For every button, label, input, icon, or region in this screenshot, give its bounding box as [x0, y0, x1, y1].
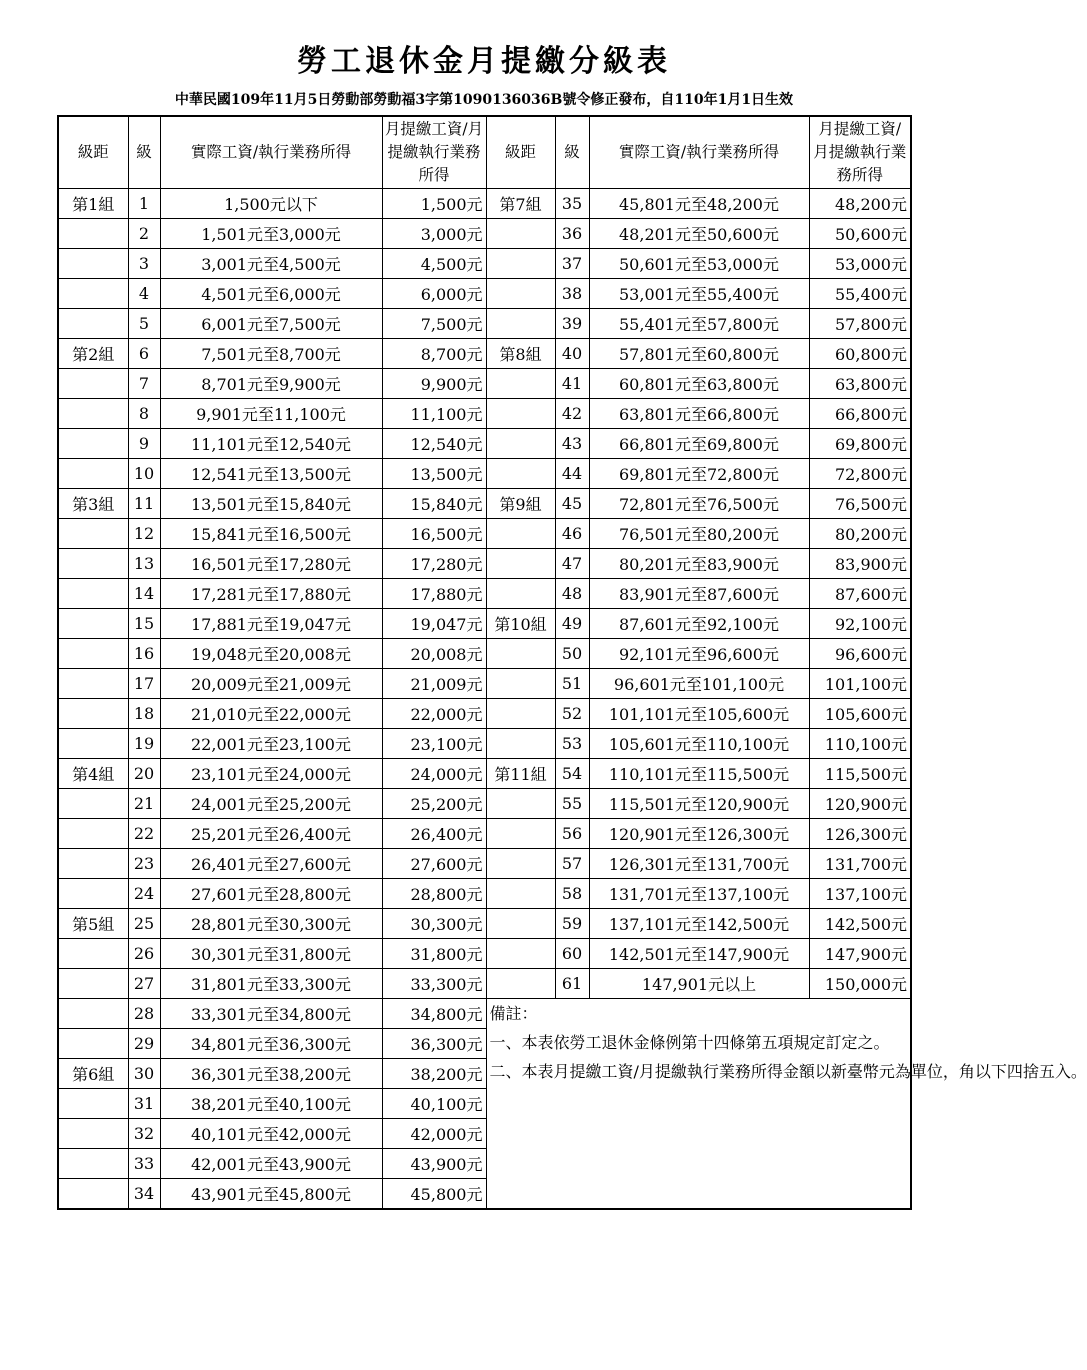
- table-row: [58, 999, 911, 1029]
- header-range: 實際工資/執行業務所得: [160, 116, 382, 189]
- amount-cell: 17,880元: [382, 579, 486, 609]
- range-cell: 40,101元至42,000元: [160, 1119, 382, 1149]
- table-row: [58, 789, 911, 819]
- level-cell: 33: [128, 1149, 160, 1179]
- range-cell: 55,401元至57,800元: [589, 309, 809, 339]
- level-cell: 48: [555, 579, 589, 609]
- group-cell: [486, 459, 555, 489]
- group-cell: [486, 399, 555, 429]
- table-row: [58, 969, 911, 999]
- level-cell: 13: [128, 549, 160, 579]
- group-cell: [58, 609, 128, 639]
- group-cell: [486, 699, 555, 729]
- level-cell: 44: [555, 459, 589, 489]
- group-cell: 第5組: [58, 909, 128, 939]
- level-cell: 16: [128, 639, 160, 669]
- table-row: [58, 279, 911, 309]
- range-cell: 20,009元至21,009元: [160, 669, 382, 699]
- amount-cell: 6,000元: [382, 279, 486, 309]
- group-cell: [486, 369, 555, 399]
- range-cell: 27,601元至28,800元: [160, 879, 382, 909]
- group-cell: [58, 1149, 128, 1179]
- group-cell: [58, 699, 128, 729]
- level-cell: 43: [555, 429, 589, 459]
- table-row: [58, 519, 911, 549]
- amount-cell: 66,800元: [809, 399, 911, 429]
- range-cell: 110,101元至115,500元: [589, 759, 809, 789]
- range-cell: 36,301元至38,200元: [160, 1059, 382, 1089]
- level-cell: 51: [555, 669, 589, 699]
- range-cell: 17,281元至17,880元: [160, 579, 382, 609]
- amount-cell: 16,500元: [382, 519, 486, 549]
- group-cell: [486, 879, 555, 909]
- level-cell: 38: [555, 279, 589, 309]
- group-cell: [486, 279, 555, 309]
- level-cell: 28: [128, 999, 160, 1029]
- header-level: 級: [555, 116, 589, 189]
- amount-cell: 63,800元: [809, 369, 911, 399]
- range-cell: 63,801元至66,800元: [589, 399, 809, 429]
- level-cell: 31: [128, 1089, 160, 1119]
- group-cell: [486, 519, 555, 549]
- table-row: [58, 729, 911, 759]
- table-row: [58, 189, 911, 219]
- table-row: [58, 219, 911, 249]
- range-cell: 43,901元至45,800元: [160, 1179, 382, 1209]
- range-cell: 69,801元至72,800元: [589, 459, 809, 489]
- range-cell: 1,501元至3,000元: [160, 219, 382, 249]
- amount-cell: 19,047元: [382, 609, 486, 639]
- range-cell: 12,541元至13,500元: [160, 459, 382, 489]
- amount-cell: 96,600元: [809, 639, 911, 669]
- table-row: [58, 249, 911, 279]
- group-cell: 第1組: [58, 189, 128, 219]
- level-cell: 47: [555, 549, 589, 579]
- amount-cell: 31,800元: [382, 939, 486, 969]
- range-cell: 16,501元至17,280元: [160, 549, 382, 579]
- level-cell: 61: [555, 969, 589, 999]
- level-cell: 25: [128, 909, 160, 939]
- amount-cell: 21,009元: [382, 669, 486, 699]
- level-cell: 8: [128, 399, 160, 429]
- group-cell: 第2組: [58, 339, 128, 369]
- group-cell: [58, 1119, 128, 1149]
- contribution-grade-table: [57, 115, 1087, 1210]
- note-item: 二、本表月提繳工資/月提繳執行業務所得金額以新臺幣元為單位，角以下四捨五入。: [489, 1062, 1087, 1081]
- amount-cell: 80,200元: [809, 519, 911, 549]
- group-cell: [58, 399, 128, 429]
- header-level: 級: [128, 116, 160, 189]
- range-cell: 92,101元至96,600元: [589, 639, 809, 669]
- group-cell: [58, 219, 128, 249]
- amount-cell: 28,800元: [382, 879, 486, 909]
- level-cell: 45: [555, 489, 589, 519]
- amount-cell: 15,840元: [382, 489, 486, 519]
- table-row: [58, 639, 911, 669]
- range-cell: 80,201元至83,900元: [589, 549, 809, 579]
- amount-cell: 33,300元: [382, 969, 486, 999]
- level-cell: 30: [128, 1059, 160, 1089]
- amount-cell: 27,600元: [382, 849, 486, 879]
- level-cell: 15: [128, 609, 160, 639]
- amount-cell: 50,600元: [809, 219, 911, 249]
- level-cell: 49: [555, 609, 589, 639]
- group-cell: [486, 969, 555, 999]
- amount-cell: 12,540元: [382, 429, 486, 459]
- group-cell: [58, 1029, 128, 1059]
- notes-box: [486, 999, 1087, 1209]
- group-cell: [486, 849, 555, 879]
- amount-cell: 3,000元: [382, 219, 486, 249]
- range-cell: 87,601元至92,100元: [589, 609, 809, 639]
- amount-cell: 57,800元: [809, 309, 911, 339]
- amount-cell: 20,008元: [382, 639, 486, 669]
- level-cell: 21: [128, 789, 160, 819]
- range-cell: 147,901元以上: [589, 969, 809, 999]
- range-cell: 72,801元至76,500元: [589, 489, 809, 519]
- group-cell: 第10組: [486, 609, 555, 639]
- range-cell: 60,801元至63,800元: [589, 369, 809, 399]
- amount-cell: 17,280元: [382, 549, 486, 579]
- range-cell: 22,001元至23,100元: [160, 729, 382, 759]
- level-cell: 32: [128, 1119, 160, 1149]
- table-row: [58, 339, 911, 369]
- level-cell: 36: [555, 219, 589, 249]
- range-cell: 53,001元至55,400元: [589, 279, 809, 309]
- amount-cell: 42,000元: [382, 1119, 486, 1149]
- group-cell: 第4組: [58, 759, 128, 789]
- header-group: 級距: [486, 116, 555, 189]
- level-cell: 19: [128, 729, 160, 759]
- level-cell: 1: [128, 189, 160, 219]
- amount-cell: 115,500元: [809, 759, 911, 789]
- group-cell: 第8組: [486, 339, 555, 369]
- range-cell: 38,201元至40,100元: [160, 1089, 382, 1119]
- amount-cell: 1,500元: [382, 189, 486, 219]
- notes-heading: 備註：: [489, 1004, 538, 1023]
- header-amount: 月提繳工資/月提繳執行業務所得: [382, 116, 486, 189]
- amount-cell: 142,500元: [809, 909, 911, 939]
- amount-cell: 72,800元: [809, 459, 911, 489]
- table-row: [58, 939, 911, 969]
- amount-cell: 76,500元: [809, 489, 911, 519]
- level-cell: 2: [128, 219, 160, 249]
- amount-cell: 53,000元: [809, 249, 911, 279]
- range-cell: 142,501元至147,900元: [589, 939, 809, 969]
- range-cell: 131,701元至137,100元: [589, 879, 809, 909]
- range-cell: 23,101元至24,000元: [160, 759, 382, 789]
- level-cell: 12: [128, 519, 160, 549]
- level-cell: 10: [128, 459, 160, 489]
- group-cell: [58, 729, 128, 759]
- level-cell: 60: [555, 939, 589, 969]
- group-cell: [486, 729, 555, 759]
- amount-cell: 147,900元: [809, 939, 911, 969]
- level-cell: 39: [555, 309, 589, 339]
- level-cell: 46: [555, 519, 589, 549]
- group-cell: [58, 789, 128, 819]
- group-cell: [58, 849, 128, 879]
- amount-cell: 110,100元: [809, 729, 911, 759]
- level-cell: 54: [555, 759, 589, 789]
- table-row: [58, 309, 911, 339]
- amount-cell: 34,800元: [382, 999, 486, 1029]
- group-cell: 第7組: [486, 189, 555, 219]
- amount-cell: 60,800元: [809, 339, 911, 369]
- range-cell: 21,010元至22,000元: [160, 699, 382, 729]
- level-cell: 27: [128, 969, 160, 999]
- table-row: [58, 549, 911, 579]
- group-cell: [58, 309, 128, 339]
- amount-cell: 105,600元: [809, 699, 911, 729]
- range-cell: 11,101元至12,540元: [160, 429, 382, 459]
- range-cell: 9,901元至11,100元: [160, 399, 382, 429]
- level-cell: 5: [128, 309, 160, 339]
- level-cell: 37: [555, 249, 589, 279]
- amount-cell: 43,900元: [382, 1149, 486, 1179]
- amount-cell: 24,000元: [382, 759, 486, 789]
- range-cell: 105,601元至110,100元: [589, 729, 809, 759]
- amount-cell: 48,200元: [809, 189, 911, 219]
- table-row: [58, 459, 911, 489]
- level-cell: 50: [555, 639, 589, 669]
- level-cell: 4: [128, 279, 160, 309]
- level-cell: 24: [128, 879, 160, 909]
- group-cell: [486, 549, 555, 579]
- range-cell: 115,501元至120,900元: [589, 789, 809, 819]
- table-row: [58, 399, 911, 429]
- range-cell: 101,101元至105,600元: [589, 699, 809, 729]
- amount-cell: 22,000元: [382, 699, 486, 729]
- group-cell: [58, 279, 128, 309]
- range-cell: 137,101元至142,500元: [589, 909, 809, 939]
- level-cell: 17: [128, 669, 160, 699]
- range-cell: 6,001元至7,500元: [160, 309, 382, 339]
- amount-cell: 13,500元: [382, 459, 486, 489]
- amount-cell: 26,400元: [382, 819, 486, 849]
- level-cell: 26: [128, 939, 160, 969]
- amount-cell: 9,900元: [382, 369, 486, 399]
- level-cell: 6: [128, 339, 160, 369]
- level-cell: 11: [128, 489, 160, 519]
- range-cell: 34,801元至36,300元: [160, 1029, 382, 1059]
- range-cell: 83,901元至87,600元: [589, 579, 809, 609]
- table-row: [58, 909, 911, 939]
- range-cell: 19,048元至20,008元: [160, 639, 382, 669]
- group-cell: [486, 909, 555, 939]
- level-cell: 58: [555, 879, 589, 909]
- group-cell: [486, 789, 555, 819]
- range-cell: 120,901元至126,300元: [589, 819, 809, 849]
- amount-cell: 25,200元: [382, 789, 486, 819]
- group-cell: [58, 579, 128, 609]
- table-row: [58, 699, 911, 729]
- level-cell: 22: [128, 819, 160, 849]
- amount-cell: 92,100元: [809, 609, 911, 639]
- note-item: 一、本表依勞工退休金條例第十四條第五項規定訂定之。: [489, 1033, 890, 1052]
- range-cell: 45,801元至48,200元: [589, 189, 809, 219]
- level-cell: 18: [128, 699, 160, 729]
- table-row: [58, 609, 911, 639]
- level-cell: 23: [128, 849, 160, 879]
- amount-cell: 131,700元: [809, 849, 911, 879]
- level-cell: 3: [128, 249, 160, 279]
- level-cell: 41: [555, 369, 589, 399]
- amount-cell: 23,100元: [382, 729, 486, 759]
- range-cell: 28,801元至30,300元: [160, 909, 382, 939]
- amount-cell: 7,500元: [382, 309, 486, 339]
- range-cell: 126,301元至131,700元: [589, 849, 809, 879]
- range-cell: 31,801元至33,300元: [160, 969, 382, 999]
- amount-cell: 55,400元: [809, 279, 911, 309]
- group-cell: [486, 639, 555, 669]
- group-cell: [58, 939, 128, 969]
- level-cell: 56: [555, 819, 589, 849]
- amount-cell: 69,800元: [809, 429, 911, 459]
- group-cell: [58, 249, 128, 279]
- group-cell: 第3組: [58, 489, 128, 519]
- group-cell: [486, 309, 555, 339]
- level-cell: 20: [128, 759, 160, 789]
- level-cell: 59: [555, 909, 589, 939]
- range-cell: 30,301元至31,800元: [160, 939, 382, 969]
- group-cell: [58, 429, 128, 459]
- group-cell: [58, 369, 128, 399]
- header-group: 級距: [58, 116, 128, 189]
- amount-cell: 83,900元: [809, 549, 911, 579]
- amount-cell: 4,500元: [382, 249, 486, 279]
- range-cell: 96,601元至101,100元: [589, 669, 809, 699]
- range-cell: 1,500元以下: [160, 189, 382, 219]
- level-cell: 14: [128, 579, 160, 609]
- range-cell: 26,401元至27,600元: [160, 849, 382, 879]
- level-cell: 52: [555, 699, 589, 729]
- group-cell: [58, 1089, 128, 1119]
- group-cell: [58, 819, 128, 849]
- group-cell: [486, 579, 555, 609]
- amount-cell: 101,100元: [809, 669, 911, 699]
- level-cell: 40: [555, 339, 589, 369]
- group-cell: [58, 669, 128, 699]
- level-cell: 55: [555, 789, 589, 819]
- range-cell: 25,201元至26,400元: [160, 819, 382, 849]
- header-amount: 月提繳工資/月提繳執行業務所得: [809, 116, 911, 189]
- level-cell: 35: [555, 189, 589, 219]
- document-subtitle: 中華民國109年11月5日勞動部勞動福3字第1090136036B號令修正發布，自110年1月1日生效: [174, 92, 794, 108]
- range-cell: 76,501元至80,200元: [589, 519, 809, 549]
- table-row: [58, 489, 911, 519]
- group-cell: 第9組: [486, 489, 555, 519]
- range-cell: 42,001元至43,900元: [160, 1149, 382, 1179]
- range-cell: 4,501元至6,000元: [160, 279, 382, 309]
- table-row: [58, 759, 911, 789]
- range-cell: 50,601元至53,000元: [589, 249, 809, 279]
- range-cell: 66,801元至69,800元: [589, 429, 809, 459]
- table-row: [58, 879, 911, 909]
- group-cell: 第6組: [58, 1059, 128, 1089]
- level-cell: 53: [555, 729, 589, 759]
- level-cell: 34: [128, 1179, 160, 1209]
- range-cell: 8,701元至9,900元: [160, 369, 382, 399]
- group-cell: 第11組: [486, 759, 555, 789]
- range-cell: 15,841元至16,500元: [160, 519, 382, 549]
- amount-cell: 11,100元: [382, 399, 486, 429]
- group-cell: [486, 669, 555, 699]
- table-row: [58, 849, 911, 879]
- amount-cell: 87,600元: [809, 579, 911, 609]
- level-cell: 57: [555, 849, 589, 879]
- amount-cell: 45,800元: [382, 1179, 486, 1209]
- table-row: [58, 819, 911, 849]
- group-cell: [58, 879, 128, 909]
- range-cell: 57,801元至60,800元: [589, 339, 809, 369]
- amount-cell: 40,100元: [382, 1089, 486, 1119]
- level-cell: 9: [128, 429, 160, 459]
- group-cell: [486, 939, 555, 969]
- amount-cell: 137,100元: [809, 879, 911, 909]
- range-cell: 7,501元至8,700元: [160, 339, 382, 369]
- amount-cell: 8,700元: [382, 339, 486, 369]
- header-range: 實際工資/執行業務所得: [589, 116, 809, 189]
- range-cell: 33,301元至34,800元: [160, 999, 382, 1029]
- table-row: [58, 579, 911, 609]
- group-cell: [486, 219, 555, 249]
- range-cell: 48,201元至50,600元: [589, 219, 809, 249]
- range-cell: 3,001元至4,500元: [160, 249, 382, 279]
- group-cell: [58, 549, 128, 579]
- group-cell: [58, 969, 128, 999]
- range-cell: 13,501元至15,840元: [160, 489, 382, 519]
- group-cell: [58, 1179, 128, 1209]
- range-cell: 24,001元至25,200元: [160, 789, 382, 819]
- table-header-row: [58, 116, 911, 189]
- group-cell: [58, 519, 128, 549]
- amount-cell: 38,200元: [382, 1059, 486, 1089]
- group-cell: [486, 429, 555, 459]
- group-cell: [58, 459, 128, 489]
- level-cell: 29: [128, 1029, 160, 1059]
- amount-cell: 120,900元: [809, 789, 911, 819]
- table-row: [58, 369, 911, 399]
- group-cell: [58, 639, 128, 669]
- group-cell: [58, 999, 128, 1029]
- amount-cell: 36,300元: [382, 1029, 486, 1059]
- table-row: [58, 429, 911, 459]
- amount-cell: 150,000元: [809, 969, 911, 999]
- document-title: 勞工退休金月提繳分級表: [297, 44, 671, 79]
- amount-cell: 126,300元: [809, 819, 911, 849]
- amount-cell: 30,300元: [382, 909, 486, 939]
- level-cell: 7: [128, 369, 160, 399]
- level-cell: 42: [555, 399, 589, 429]
- range-cell: 17,881元至19,047元: [160, 609, 382, 639]
- table-row: [58, 669, 911, 699]
- group-cell: [486, 249, 555, 279]
- group-cell: [486, 819, 555, 849]
